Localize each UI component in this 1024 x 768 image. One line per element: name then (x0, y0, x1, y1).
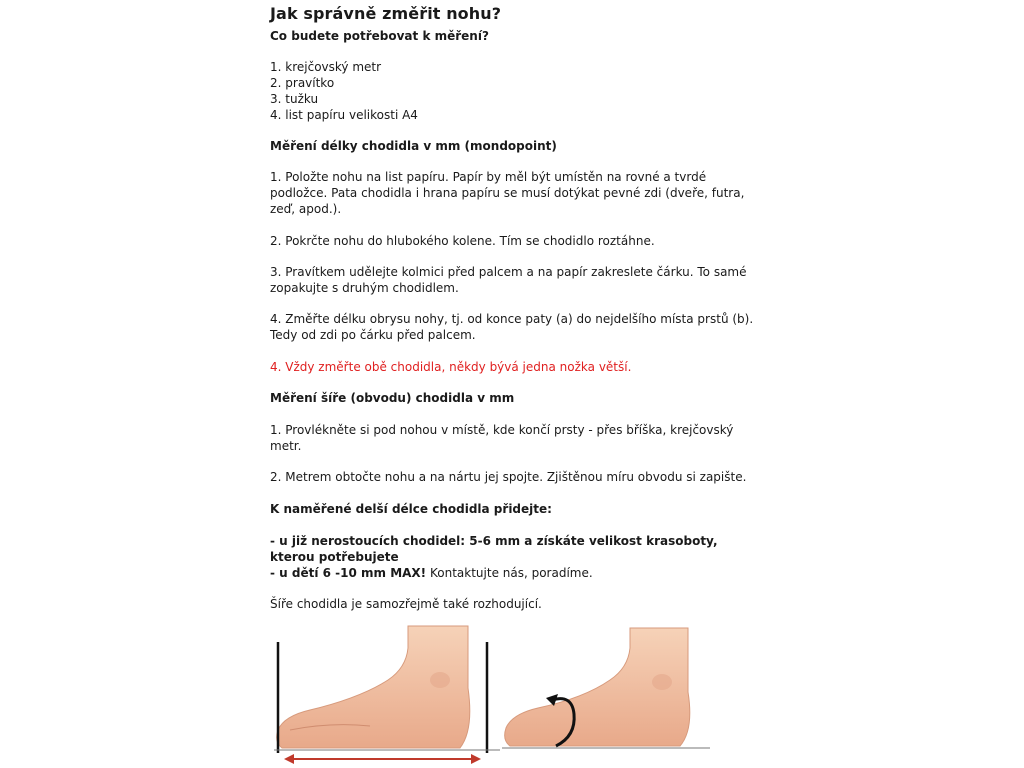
add-line-children-rest: Kontaktujte nás, poradíme. (426, 566, 593, 580)
foot-measurement-illustration (270, 618, 710, 768)
needs-item-4: 4. list papíru velikosti A4 (270, 108, 418, 122)
closing-note: Šíře chodidla je samozřejmě také rozhodující. (270, 597, 542, 611)
add-heading: K naměřené delší délce chodidla přidejte: (270, 502, 552, 516)
width-step-1: 1. Provlékněte si pod nohou v místě, kde končí prsty - přes bříška, krejčovský metr. (270, 423, 734, 453)
width-step-2: 2. Metrem obtočte nohu a na nártu jej spojte. Zjištěnou míru obvodu si zapište. (270, 470, 747, 484)
length-step-1: 1. Položte nohu na list papíru. Papír by měl být umístěn na rovné a tvrdé podložce. Pata chodidla i hrana papíru se musí dotýkat pevné zdi (dveře, futra, zeď, apod.). (270, 170, 745, 216)
left-foot-drawing (277, 626, 470, 748)
length-heading: Měření délky chodidla v mm (mondopoint) (270, 139, 557, 153)
page-title: Jak správně změřit nohu? (270, 4, 502, 23)
needs-heading: Co budete potřebovat k měření? (270, 29, 489, 43)
length-warning: 4. Vždy změřte obě chodidla, někdy bývá jedna nožka větší. (270, 360, 632, 374)
add-line-children-bold: - u dětí 6 -10 mm MAX! (270, 566, 427, 580)
right-foot-drawing (505, 628, 690, 746)
length-step-2: 2. Pokrčte nohu do hlubokého kolene. Tím se chodidlo roztáhne. (270, 234, 655, 248)
needs-item-2: 2. pravítko (270, 76, 335, 90)
needs-item-3: 3. tužku (270, 92, 319, 106)
length-step-4: 4. Změřte délku obrysu nohy, tj. od konce paty (a) do nejdelšího místa prstů (b). Tedy od zdi po čárku před palcem. (270, 312, 754, 342)
length-step-3: 3. Pravítkem udělejte kolmici před palcem a na papír zakreslete čárku. To samé zopakujte s druhým chodidlem. (270, 265, 747, 295)
needs-item-1: 1. krejčovský metr (270, 60, 382, 74)
add-line-children (270, 565, 760, 581)
add-line-adults: - u již nerostoucích chodidel: 5-6 mm a získáte velikost krasoboty, kterou potřebujete (270, 534, 718, 564)
width-heading: Měření šíře (obvodu) chodidla v mm (270, 391, 515, 405)
length-arrow (284, 754, 481, 764)
